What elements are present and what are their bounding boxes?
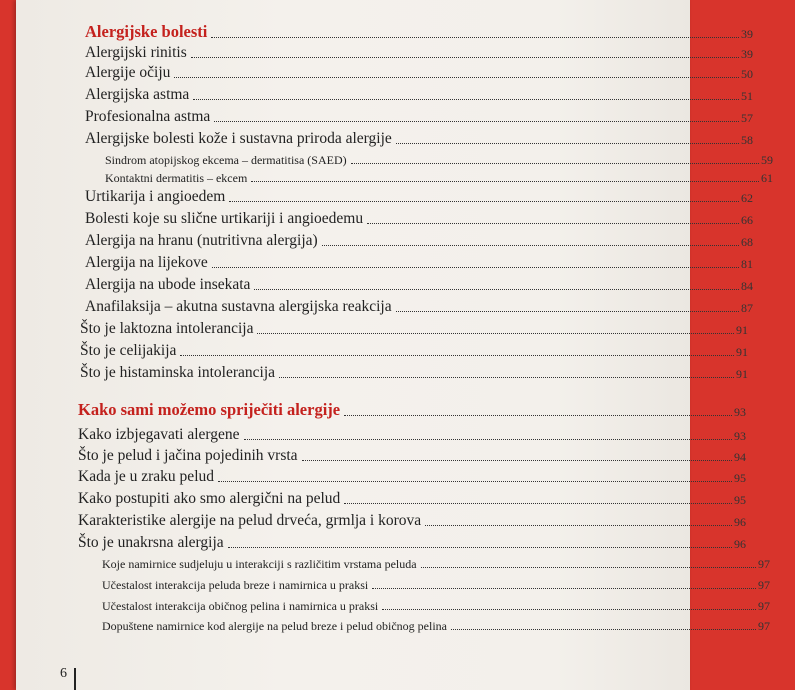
toc-title: Karakteristike alergije na pelud drveća, grmlja i korova [78, 512, 422, 529]
toc-page: 91 [736, 323, 748, 337]
toc-subentry[interactable] [0, 148, 795, 168]
toc-title: Kako postupiti ako smo alergični na pelud [78, 490, 341, 507]
toc-subentry[interactable] [0, 166, 795, 186]
dot-leader [425, 525, 732, 526]
dot-leader [214, 121, 739, 122]
dot-leader [322, 245, 739, 246]
toc-page: 96 [734, 537, 746, 551]
toc-page: 93 [734, 429, 746, 443]
toc-page: 97 [758, 599, 770, 613]
toc-page: 95 [734, 471, 746, 485]
dot-leader [211, 37, 739, 38]
toc-title: Alergija na hranu (nutritivna alergija) [85, 232, 318, 249]
dot-leader [251, 181, 759, 182]
toc-page: 84 [741, 279, 753, 293]
toc-page: 94 [734, 450, 746, 464]
toc-entry[interactable] [0, 42, 775, 62]
dot-leader [351, 163, 759, 164]
dot-leader [254, 289, 739, 290]
page-number-divider [74, 668, 76, 690]
toc-entry[interactable] [0, 296, 775, 316]
toc-title: Što je histaminska intolerancija [80, 364, 275, 381]
toc-entry[interactable] [0, 488, 768, 508]
toc-page: 66 [741, 213, 753, 227]
toc-entry[interactable] [0, 362, 770, 382]
toc-title: Alergijske bolesti [85, 22, 208, 41]
dot-leader [372, 588, 756, 589]
toc-entry[interactable] [0, 466, 768, 486]
toc-entry[interactable] [0, 62, 775, 82]
toc-title: Anafilaksija – akutna sustavna alergijska reakcija [85, 298, 392, 315]
dot-leader [396, 311, 739, 312]
toc-title: Alergijska astma [85, 86, 190, 103]
toc-entry[interactable] [0, 318, 770, 338]
dot-leader [180, 355, 734, 356]
toc-subentry[interactable] [0, 594, 792, 614]
toc-page: 97 [758, 557, 770, 571]
toc-page: 91 [736, 345, 748, 359]
page-number: 6 [60, 666, 67, 681]
toc-page: 97 [758, 578, 770, 592]
toc-entry[interactable] [0, 128, 775, 148]
dot-leader [367, 223, 739, 224]
dot-leader [451, 629, 756, 630]
toc-title: Učestalost interakcija peluda breze i namirnica u praksi [102, 578, 369, 592]
toc-title: Bolesti koje su slične urtikariji i angioedemu [85, 210, 364, 227]
toc-title: Dopuštene namirnice kod alergije na pelud breze i pelud običnog pelina [102, 619, 447, 633]
toc-entry[interactable] [0, 424, 768, 444]
toc-entry[interactable] [0, 186, 775, 206]
dot-leader [212, 267, 739, 268]
toc-subentry[interactable] [0, 552, 792, 572]
dot-leader [344, 415, 732, 416]
dot-leader [421, 567, 756, 568]
toc-entry[interactable] [0, 340, 770, 360]
toc-page: 97 [758, 619, 770, 633]
toc-page: 91 [736, 367, 748, 381]
toc-page: 81 [741, 257, 753, 271]
toc-page: 58 [741, 133, 753, 147]
dot-leader [279, 377, 734, 378]
toc-title: Što je celijakija [80, 342, 177, 359]
toc-page: 50 [741, 67, 753, 81]
toc-page: 61 [761, 171, 773, 185]
toc-title: Alergijski rinitis [85, 44, 187, 61]
toc-page: 96 [734, 515, 746, 529]
toc-title: Kako izbjegavati alergene [78, 426, 240, 443]
toc-page: 57 [741, 111, 753, 125]
toc-page: 39 [741, 47, 753, 61]
toc-page: 39 [741, 27, 753, 41]
toc-entry[interactable] [0, 230, 775, 250]
toc-page: 51 [741, 89, 753, 103]
toc-page: 62 [741, 191, 753, 205]
toc-heading-alergijske-bolesti[interactable] [0, 22, 775, 42]
toc-title: Što je unakrsna alergija [78, 534, 224, 551]
toc-title: Što je pelud i jačina pojedinih vrsta [78, 447, 298, 464]
toc-title: Učestalost interakcija običnog pelina i namirnica u praksi [102, 599, 379, 613]
toc-title: Što je laktozna intolerancija [80, 320, 254, 337]
toc-title: Kontaktni dermatitis – ekcem [105, 171, 248, 185]
toc-title: Alergijske bolesti kože i sustavna priroda alergije [85, 130, 392, 147]
toc-page: 59 [761, 153, 773, 167]
dot-leader [191, 57, 739, 58]
toc-page: 87 [741, 301, 753, 315]
toc-subentry[interactable] [0, 573, 792, 593]
toc-heading-kako-sami-mozemo[interactable] [0, 400, 768, 420]
dot-leader [302, 460, 732, 461]
toc-entry[interactable] [0, 445, 768, 465]
toc-title: Urtikarija i angioedem [85, 188, 226, 205]
toc-page: 93 [734, 405, 746, 419]
dot-leader [218, 481, 732, 482]
toc-title: Alergija na ubode insekata [85, 276, 251, 293]
toc-title: Profesionalna astma [85, 108, 211, 125]
toc-title: Alergije očiju [85, 64, 171, 81]
toc-entry[interactable] [0, 208, 775, 228]
toc-title: Kada je u zraku pelud [78, 468, 214, 485]
toc-entry[interactable] [0, 274, 775, 294]
toc-entry[interactable] [0, 532, 768, 552]
toc-subentry[interactable] [0, 614, 792, 634]
toc-entry[interactable] [0, 106, 775, 126]
dot-leader [382, 609, 756, 610]
dot-leader [174, 77, 739, 78]
toc-title: Alergija na lijekove [85, 254, 208, 271]
dot-leader [193, 99, 739, 100]
dot-leader [344, 503, 732, 504]
dot-leader [228, 547, 732, 548]
toc-entry[interactable] [0, 510, 768, 530]
dot-leader [244, 439, 732, 440]
toc-entry[interactable] [0, 252, 775, 272]
toc-page: 68 [741, 235, 753, 249]
dot-leader [396, 143, 739, 144]
toc-page: 95 [734, 493, 746, 507]
dot-leader [229, 201, 739, 202]
toc-title: Sindrom atopijskog ekcema – dermatitisa (SAED) [105, 153, 347, 167]
toc-entry[interactable] [0, 84, 775, 104]
toc-title: Koje namirnice sudjeluju u interakciji s različitim vrstama peluda [102, 557, 417, 571]
dot-leader [257, 333, 734, 334]
toc-title: Kako sami možemo spriječiti alergije [78, 400, 341, 419]
